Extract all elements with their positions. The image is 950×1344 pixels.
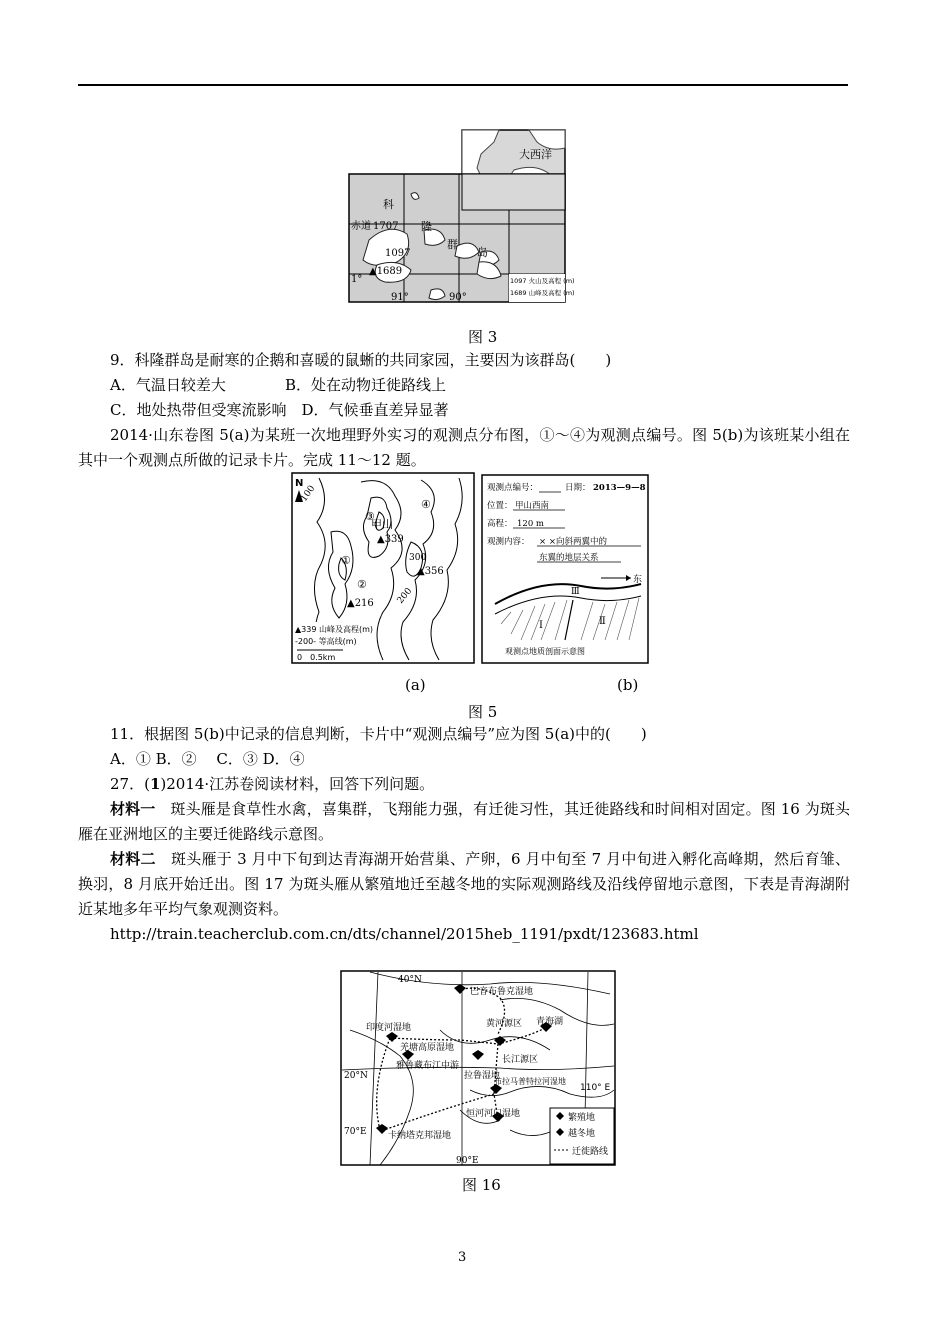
material-1 xyxy=(78,797,850,847)
label-lhalu: 拉鲁湿地 xyxy=(464,1071,501,1081)
figure-3-caption: 图 3 xyxy=(468,328,498,346)
legend-wintering: 越冬地 xyxy=(568,1129,596,1139)
lon-90e: 90°E xyxy=(456,1156,479,1166)
layer-1: Ⅰ xyxy=(539,620,543,631)
q27-stem xyxy=(110,772,434,796)
card-elev-value: 120 m xyxy=(517,519,544,529)
label-changjiang: 长江源区 xyxy=(502,1055,539,1065)
point-4: ④ xyxy=(421,498,431,511)
figure-16-caption: 图 16 xyxy=(462,1176,501,1194)
long-label: 隆 xyxy=(421,220,432,233)
north-arrow-label: N xyxy=(295,478,304,489)
legend-breeding: 繁殖地 xyxy=(568,1113,596,1123)
source-url: http://train.teacherclub.com.cn/dts/channel/2015heb_1191/pxdt/123683.html xyxy=(110,925,699,943)
lon-91: 91° xyxy=(391,292,409,303)
card-pos-label: 位置： xyxy=(487,501,513,511)
label-indus: 印度河湿地 xyxy=(366,1023,412,1033)
east-arrow-label: 东 xyxy=(633,575,643,585)
scale-bar: 0 0.5km xyxy=(297,653,336,662)
card-content-value-1: × ×向斜两翼中的 xyxy=(539,537,607,547)
label-huanghe: 黄河源区 xyxy=(486,1019,523,1029)
point-2: ② xyxy=(357,578,367,591)
lon-90: 90° xyxy=(449,292,467,303)
q9-option-cd: C．地处热带但受寒流影响 D．气候垂直差异显著 xyxy=(110,401,449,419)
peak-339: ▲339 xyxy=(377,534,404,545)
equator-label: 赤道 xyxy=(351,221,371,232)
peak-356: ▲356 xyxy=(417,566,444,577)
material-1-title: 材料一 xyxy=(110,800,156,818)
legend-peak: 1689 山峰及高程 (m) xyxy=(510,289,575,297)
profile-caption: 观测点地质剖面示意图 xyxy=(505,647,585,656)
point-1: ① xyxy=(341,554,351,567)
label-qinghai: 青海湖 xyxy=(536,1017,564,1027)
figure-16-migration-map xyxy=(340,970,616,1166)
lat-20n: 20°N xyxy=(344,1071,368,1081)
figure-3-map xyxy=(349,130,575,303)
card-id-label: 观测点编号： xyxy=(487,483,539,493)
figure-5-caption: 图 5 xyxy=(468,703,498,721)
label-qiangtang: 羌塘高原湿地 xyxy=(400,1043,455,1053)
card-pos-value: 甲山西南 xyxy=(515,501,550,511)
page-number: 3 xyxy=(458,1250,467,1265)
label-brahmaputra: 布拉马普特拉河湿地 xyxy=(494,1077,566,1086)
contour-100: 100 xyxy=(299,483,318,504)
material-2-title: 材料二 xyxy=(110,850,156,868)
q9-option-a: A．气温日较差大 xyxy=(110,376,226,394)
legend-contour-5a: -200- 等高线(m) xyxy=(295,637,357,646)
layer-3: Ⅲ xyxy=(571,587,580,597)
legend-route: 迁徙路线 xyxy=(572,1147,609,1157)
contour-200: 200 xyxy=(395,586,415,606)
volcano-1097: 1097 xyxy=(385,248,411,259)
peak-1689: ▲1689 xyxy=(369,266,403,277)
card-date-label: 日期： xyxy=(565,483,591,493)
q11-intro: 2014·山东卷图 5(a)为某班一次地理野外实习的观测点分布图，①～④为观测点编号。图 5(b)为该班某小组在其中一个观测点所做的记录卡片。完成 11～12 题。 xyxy=(78,426,850,469)
q27-part: 1 xyxy=(149,775,161,793)
dao-label: 岛 xyxy=(477,246,488,259)
volcano-1707: 1707 xyxy=(373,221,399,232)
lat-40n: 40°N xyxy=(398,975,422,985)
figure-5b-record-card xyxy=(481,474,649,664)
card-date-value: 2013—9—8 xyxy=(593,483,646,493)
material-2-text: 斑头雁于 3 月中下旬到达青海湖开始营巢、产卵，6 月中旬至 7 月中旬进入孵化高峰期，然后育雏、换羽，8 月底开始迁出。图 17 为斑头雁从繁殖地迁至越冬地的实际观测路线及沿线停留地示意图，下表是青海湖附近某地多年平均气象观测资料。 xyxy=(78,850,850,918)
layer-2: Ⅱ xyxy=(599,616,606,627)
label-bayinbuluke: 巴音布鲁克湿地 xyxy=(470,987,534,997)
peak-216: ▲216 xyxy=(347,598,374,609)
qun-label: 群 xyxy=(447,238,458,251)
header-rule xyxy=(78,84,848,86)
q9-option-b: B．处在动物迁徙路线上 xyxy=(285,376,447,394)
label-ganges: 恒河河口湿地 xyxy=(466,1109,521,1119)
q27-rest: )2014·江苏卷阅读材料，回答下列问题。 xyxy=(160,775,435,793)
card-content-value-2: 东翼的地层关系 xyxy=(539,553,599,563)
label-yarlung: 雅鲁藏布江中游 xyxy=(396,1061,460,1071)
legend-peak-5a: ▲339 山峰及高程(m) xyxy=(295,625,373,634)
figure-5a-contour-map xyxy=(291,472,475,664)
figure-5b-label: (b) xyxy=(617,676,639,694)
mountain-label: 甲山 xyxy=(371,518,393,531)
material-2 xyxy=(78,847,850,922)
ke-label: 科 xyxy=(383,198,394,211)
q11-stem: 11．根据图 5(b)中记录的信息判断，卡片中“观测点编号”应为图 5(a)中的( ) xyxy=(110,725,647,743)
lon-110e: 110° E xyxy=(580,1083,611,1093)
q9-stem: 9．科隆群岛是耐寒的企鹅和喜暖的鼠蜥的共同家园，主要因为该群岛( ) xyxy=(110,351,612,369)
figure-5a-label: (a) xyxy=(405,676,426,694)
card-elev-label: 高程： xyxy=(487,519,513,529)
q11-options: A．① B．② C．③ D．④ xyxy=(110,750,305,768)
card-content-label: 观测内容： xyxy=(487,537,530,547)
q27-prefix: 27．( xyxy=(110,775,150,793)
legend-volcano: 1097 火山及高程 (m) xyxy=(510,277,575,285)
lon-70e: 70°E xyxy=(344,1127,367,1137)
atlantic-label: 大西洋 xyxy=(519,148,552,161)
contour-300: 300 xyxy=(409,553,427,563)
material-1-text: 斑头雁是食草性水禽，喜集群，飞翔能力强，有迁徙习性，其迁徙路线和时间相对固定。图 16 为斑头雁在亚洲地区的主要迁徙路线示意图。 xyxy=(78,800,850,843)
point-3: ③ xyxy=(365,510,375,523)
lat-1: 1° xyxy=(351,274,363,285)
label-keoladeo: 卡纳塔克邦湿地 xyxy=(388,1131,452,1141)
